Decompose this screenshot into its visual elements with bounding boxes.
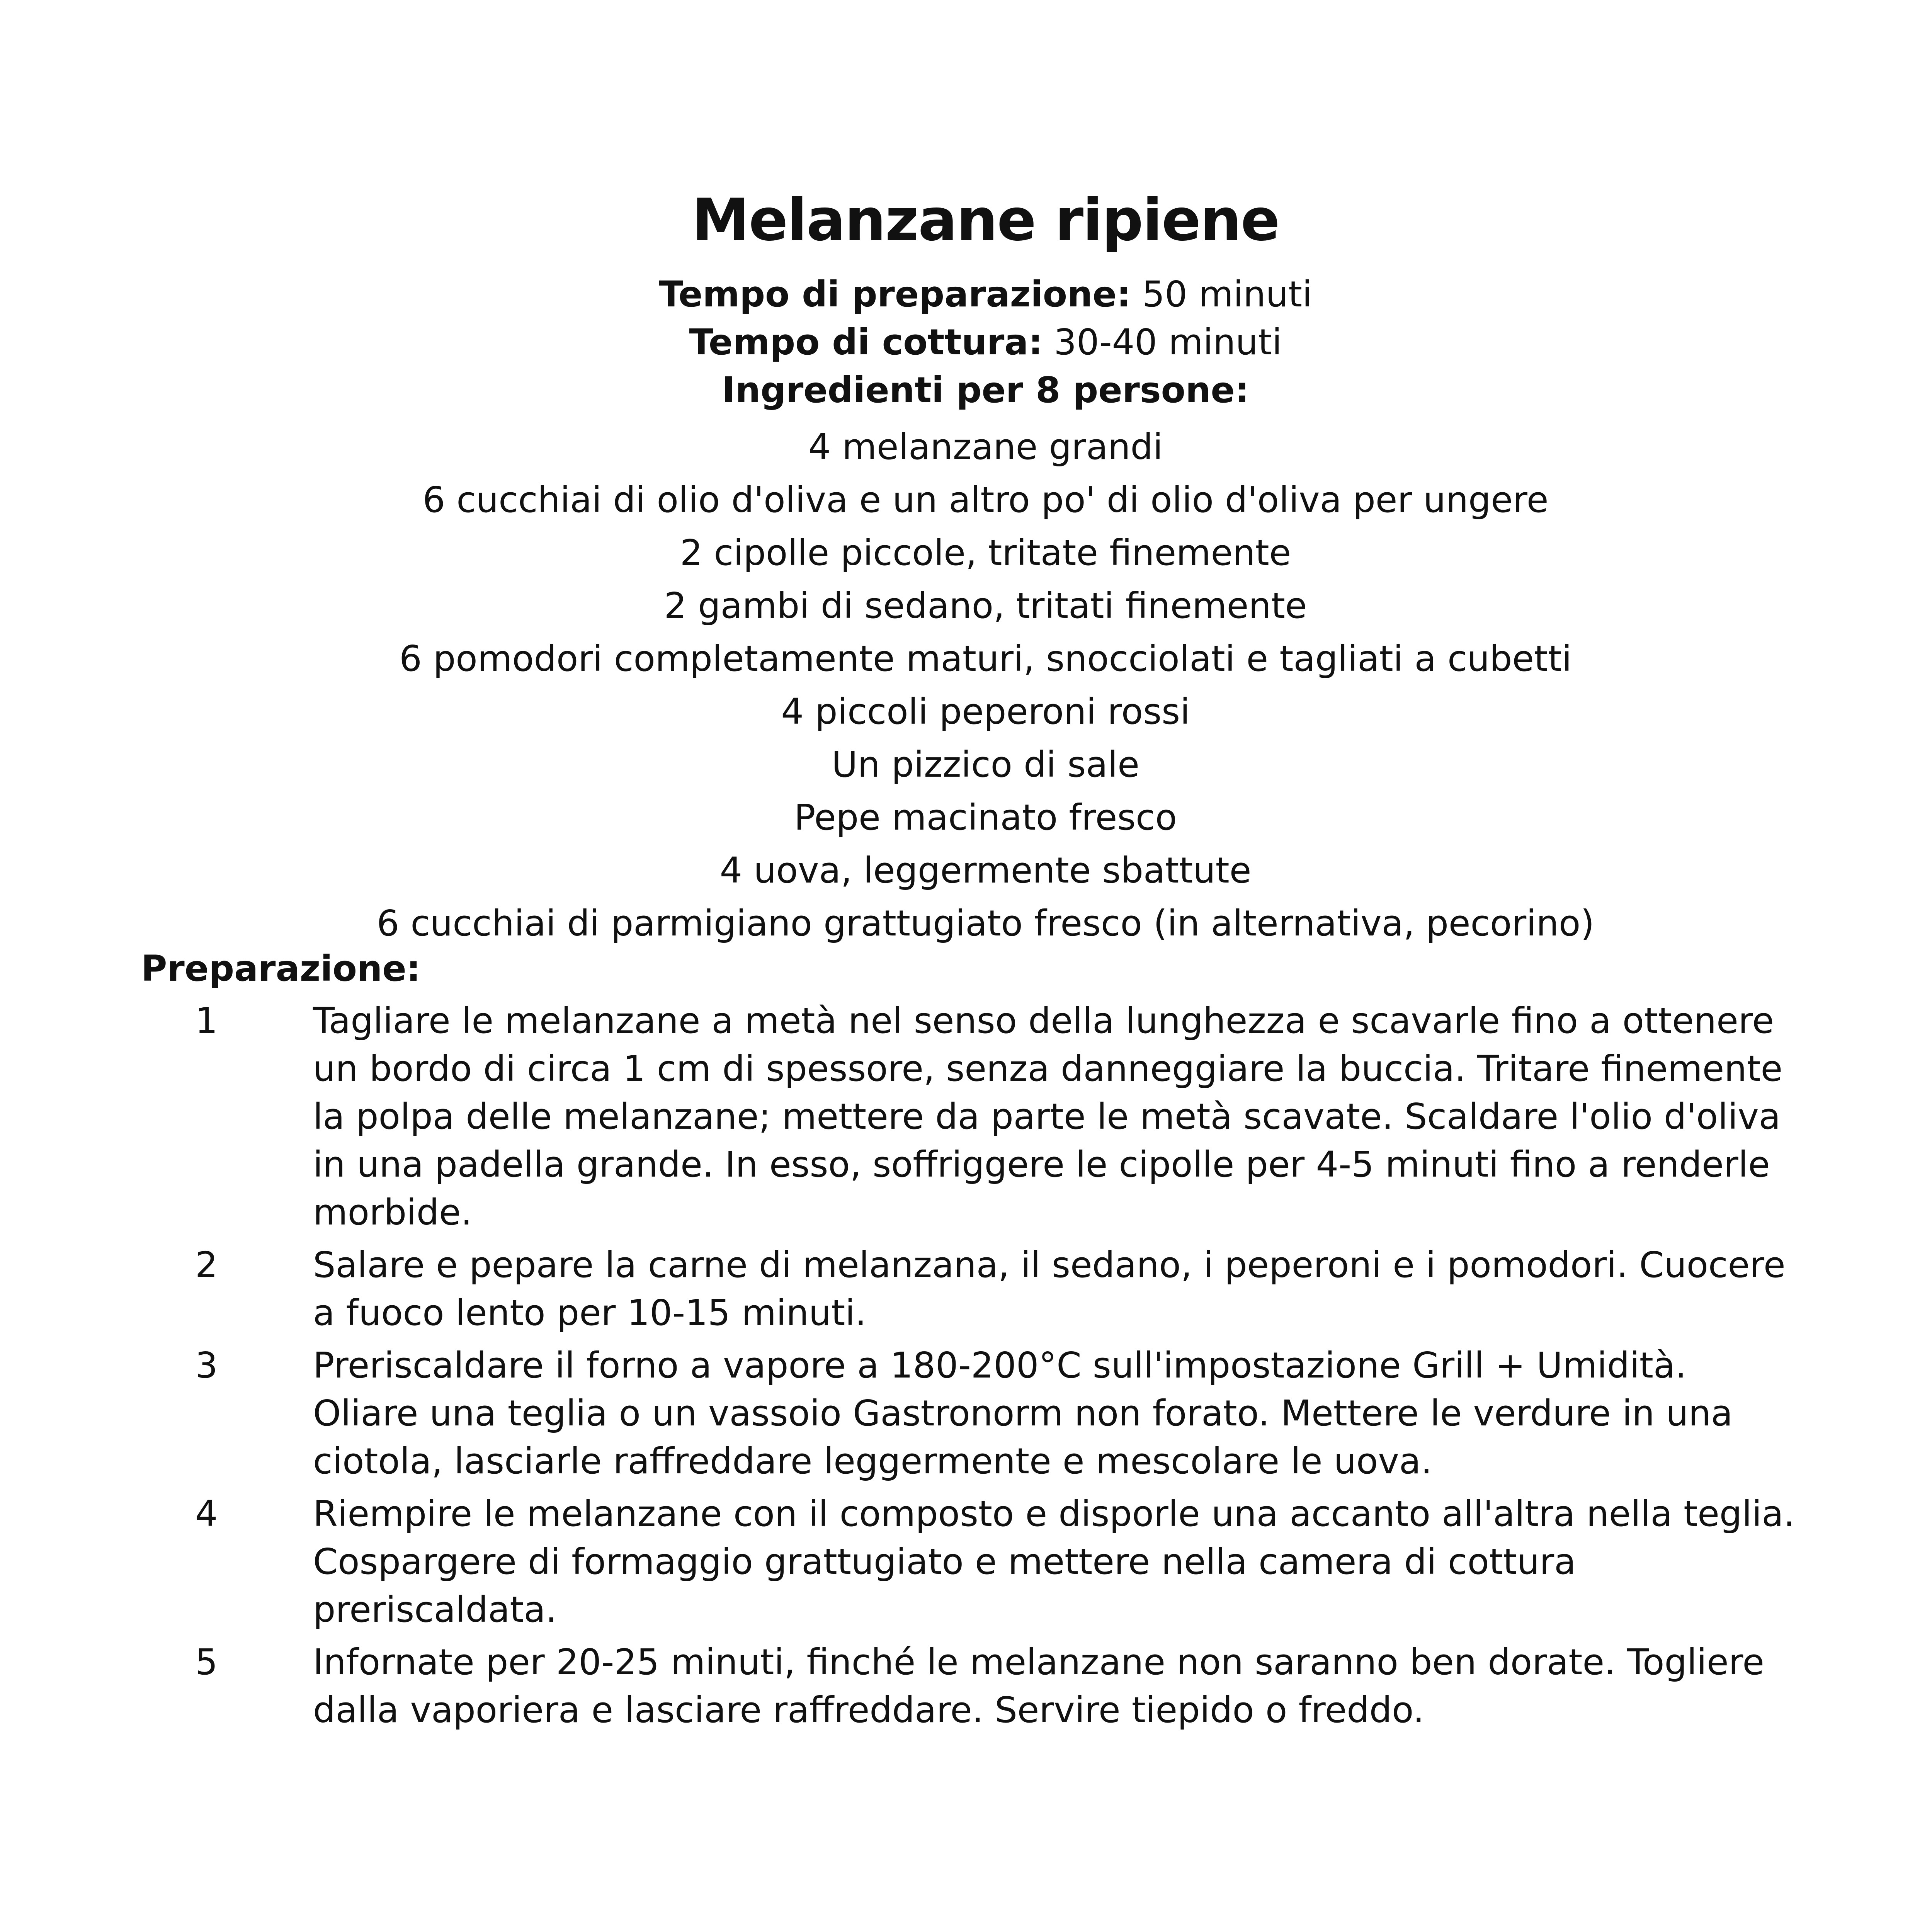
- cook-time-value: 30-40 minuti: [1043, 321, 1282, 363]
- ingredient-item: 2 gambi di sedano, tritati finemente: [664, 585, 1307, 626]
- cook-time: [0, 318, 1932, 366]
- step-item: [0, 1342, 1932, 1485]
- step-item: [0, 1638, 1932, 1734]
- prep-time: [0, 270, 1932, 318]
- step-text: Preriscaldare il forno a vapore a 180-200°C sull'impostazione Grill + Umidità. Oliare una teglia o un vassoio Gastronorm non forato. Mettere le verdure in una ciotola, lasciarle raffreddare leggermente e mescolare le uova.: [313, 1345, 1733, 1482]
- ingredient-item: 4 melanzane grandi: [808, 426, 1163, 468]
- ingredient-item: 4 piccoli peperoni rossi: [781, 691, 1190, 732]
- step-number: 1: [195, 1000, 218, 1041]
- step-number: 5: [195, 1641, 218, 1683]
- ingredients-list: [0, 420, 1932, 950]
- step-number: 3: [195, 1345, 218, 1386]
- preparation-heading: Preparazione:: [141, 948, 421, 989]
- prep-time-label: Tempo di preparazione:: [659, 274, 1131, 315]
- ingredient-item: 6 cucchiai di parmigiano grattugiato fresco (in alternativa, pecorino): [376, 903, 1595, 944]
- step-item: [0, 997, 1932, 1236]
- step-item: [0, 1241, 1932, 1337]
- ingredient-item: 6 cucchiai di olio d'oliva e un altro po' di olio d'oliva per ungere: [422, 479, 1549, 520]
- step-text: Salare e pepare la carne di melanzana, il sedano, i peperoni e i pomodori. Cuocere a fuoco lento per 10-15 minuti.: [313, 1244, 1786, 1333]
- cook-time-label: Tempo di cottura:: [689, 321, 1043, 363]
- step-number: 4: [195, 1493, 218, 1534]
- step-item: [0, 1490, 1932, 1634]
- preparation-steps: [0, 997, 1932, 1739]
- ingredient-item: 4 uova, leggermente sbattute: [719, 850, 1252, 891]
- recipe-meta: [0, 270, 1932, 414]
- ingredients-heading-label: Ingredienti per 8 persone:: [722, 369, 1249, 411]
- step-text: Riempire le melanzane con il composto e disporle una accanto all'altra nella teglia. Cospargere di formaggio grattugiato e mettere nella camera di cottura preriscaldata.: [313, 1493, 1795, 1630]
- step-text: Tagliare le melanzane a metà nel senso della lunghezza e scavarle fino a ottenere un bordo di circa 1 cm di spessore, senza danneggiare la buccia. Tritare finemente la polpa delle melanzane; mettere da parte le metà scavate. Scaldare l'olio d'oliva in una padella grande. In esso, soffriggere le cipolle per 4-5 minuti fino a renderle morbide.: [313, 1000, 1783, 1233]
- step-number: 2: [195, 1244, 218, 1286]
- recipe-title: Melanzane ripiene: [692, 187, 1279, 254]
- ingredient-item: 6 pomodori completamente maturi, snocciolati e tagliati a cubetti: [399, 638, 1572, 679]
- step-text: Infornate per 20-25 minuti, finché le melanzane non saranno ben dorate. Togliere dalla vaporiera e lasciare raffreddare. Servire tiepido o freddo.: [313, 1641, 1764, 1731]
- prep-time-value: 50 minuti: [1131, 274, 1312, 315]
- ingredients-heading: [0, 366, 1932, 414]
- ingredient-item: Un pizzico di sale: [832, 744, 1139, 785]
- ingredient-item: 2 cipolle piccole, tritate finemente: [680, 532, 1291, 573]
- ingredient-item: Pepe macinato fresco: [794, 797, 1177, 838]
